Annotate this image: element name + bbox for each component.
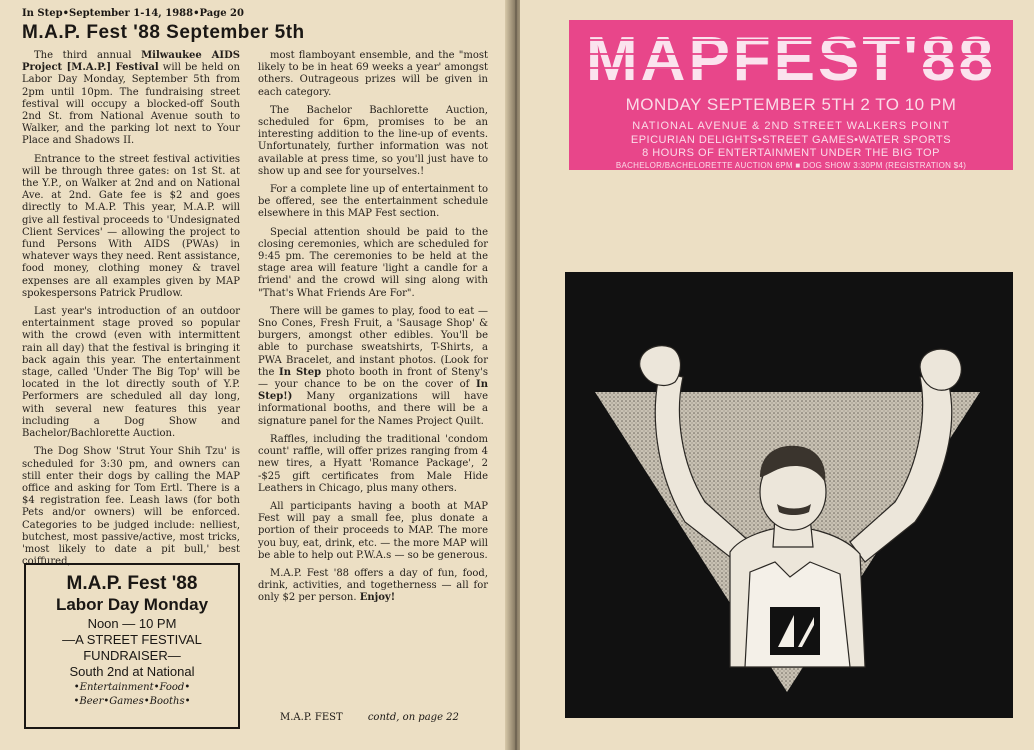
text-run: All participants having a booth at MAP Fest will pay a small fee, plus donate a portion of their proceeds to MAP. The more you buy, eat, drink, etc. — the more MAP will be able to help out P.W.A.s — so be generous. [258, 500, 488, 561]
article-paragraph [258, 306, 488, 428]
left-page [0, 0, 512, 750]
shirt-logo [770, 607, 820, 655]
text-run: Last year's introduction of an outdoor entertainment stage proved so popular with the crowd (even with intermittent rain all day) that the festival is bringing it back again this year. The entertainment stage, called 'Under The Big Top' will be located in the lot directly south of Y.P. Performers are scheduled all day long, with several new features this year including a Dog Show and Bachelor/Bachlorette Auction. [22, 306, 240, 440]
mapfest-logo [569, 20, 1013, 90]
ad-location: South 2nd at National [69, 664, 195, 679]
article-paragraph [258, 227, 488, 300]
text-run: The third annual [34, 50, 142, 61]
banner-date-time: MONDAY SEPTEMBER 5TH 2 TO 10 PM [625, 95, 957, 114]
runner-illustration [565, 272, 1013, 718]
page-footer [280, 712, 459, 723]
text-run: For a complete line up of entertainment to be offered, see the entertainment schedule elsewhere in this MAP Fest section. [258, 184, 488, 220]
text-run: Entrance to the street festival activities will be through three gates: on 1st St. at the Y.P., on Walker at 2nd and on National Ave. at 2nd. Gate fee is $2 and goes directly to M.A.P. This year, M.A.P. will give all festival proceeds to 'Undesignated Client Services' — allowing the project to fund Persons With AIDS (PWAs) in whatever ways they need. Rent assistance, food money, clothing money & travel expenses are all examples given by MAP spokespersons Patrick Prudlow. [22, 153, 240, 299]
bold-text: Enjoy! [359, 592, 396, 604]
article-headline: M.A.P. Fest '88 September 5th [22, 22, 305, 43]
runner-illustration-panel [565, 272, 1013, 718]
bold-text: In Step!) [258, 379, 488, 403]
bold-text: Milwaukee AIDS Project [M.A.P.] Festival [22, 50, 240, 74]
footer-section-label: M.A.P. FEST [280, 712, 343, 723]
festival-banner [569, 20, 1013, 170]
article-paragraph [258, 105, 488, 178]
text-run: photo booth in front of Steny's — your chance to be on the cover of [258, 366, 488, 391]
article-paragraph [258, 501, 488, 562]
text-run: most flamboyant ensemble, and the "most likely to be in heat 69 weeks a year' amongst others. Outrageous prizes will be given in each category. [258, 50, 488, 98]
article-paragraph [258, 434, 488, 495]
article-column-1 [22, 50, 240, 574]
article-paragraph [22, 50, 240, 148]
ad-features-2: •Beer•Games•Booths• [73, 696, 191, 707]
article-paragraph [22, 154, 240, 300]
text-run: Special attention should be paid to the closing ceremonies, which are scheduled for 9:45 pm. The ceremonies to be held at the stage area will feature 'light a candle for a friend' and the crowd will sing along with "That's What Friends Are For". [258, 226, 488, 299]
ad-title: M.A.P. Fest '88 [66, 573, 198, 594]
mapfest-logo-text: MAPFEST'88 [586, 25, 996, 90]
page-header: In Step•September 1-14, 1988•Page 20 [22, 8, 244, 19]
article-paragraph [258, 568, 488, 605]
banner-events: BACHELOR/BACHELORETTE AUCTION 6PM ■ DOG SHOW 3:30PM (REGISTRATION $4) [615, 161, 967, 170]
banner-location: NATIONAL AVENUE & 2ND STREET WALKERS POINT [632, 120, 950, 132]
text-run: will be held on Labor Day Monday, September 5th from 2pm until 10pm. The fundraising street festival will occupy a blocked-off South 2nd St. from National Avenue south to Walker, and the parking lot next to Your Place and Shadows II. [22, 62, 240, 147]
text-run: There will be games to play, food to eat — Sno Cones, Fresh Fruit, a 'Sausage Shop' & burgers, amongst other edibles. You'll be able to purchase sweatshirts, T-Shirts, a PWA Bracelet, and instant photos. (Look for the [258, 305, 488, 378]
ad-line-fundraiser: FUNDRAISER— [83, 648, 181, 663]
text-run: Raffles, including the traditional 'condom count' raffle, will offer prizes ranging from 4 new tires, a Hyatt 'Romance Package', 2 -$25 gift certificates from Male Hide Leathers in Chicago, plus many others. [258, 433, 488, 494]
festival-ad-box [24, 563, 240, 729]
banner-attractions: EPICURIAN DELIGHTS•STREET GAMES•WATER SPORTS [630, 134, 952, 146]
text-run: The Dog Show 'Strut Your Shih Tzu' is scheduled for 3:30 pm, and owners can still enter their dogs by calling the MAP office and asking for Tom Ertl. There is a $4 registration fee. Leash laws (for both Pets and/or owners) will be enforced. Categories to be judged include: nelliest, butchest, most passive/active, most tricks, 'most likely to date a pit bull,' best coiffured, [22, 446, 240, 568]
article-paragraph [22, 446, 240, 568]
left-fist [640, 346, 681, 386]
ad-time: Noon — 10 PM [87, 616, 177, 631]
bold-text: In Step [279, 366, 322, 378]
ad-line-street-festival: —A STREET FESTIVAL [62, 632, 202, 647]
ad-subtitle: Labor Day Monday [55, 595, 209, 614]
footer-continued-link[interactable]: contd, on page 22 [367, 712, 459, 723]
text-run: Many organizations will have informational booths, and there will be a signature panel for the Names Project Quilt. [258, 391, 488, 427]
article-paragraph [22, 306, 240, 440]
article-paragraph [258, 184, 488, 221]
text-run: M.A.P. Fest '88 offers a day of fun, food, drink, activities, and togetherness — all for only $2 per person. [258, 567, 488, 604]
ad-features-1: •Entertainment•Food• [73, 682, 191, 693]
right-page [520, 0, 1034, 750]
text-run: The Bachelor Bachlorette Auction, scheduled for 6pm, promises to be an interesting addition to the line-up of events. Unfortunately, further information was not available at press time, so you'll just have to show up and see for yourselves.! [258, 104, 488, 177]
article-column-2 [258, 50, 488, 611]
banner-entertainment: 8 HOURS OF ENTERTAINMENT UNDER THE BIG TOP [642, 147, 940, 159]
article-paragraph [258, 50, 488, 99]
